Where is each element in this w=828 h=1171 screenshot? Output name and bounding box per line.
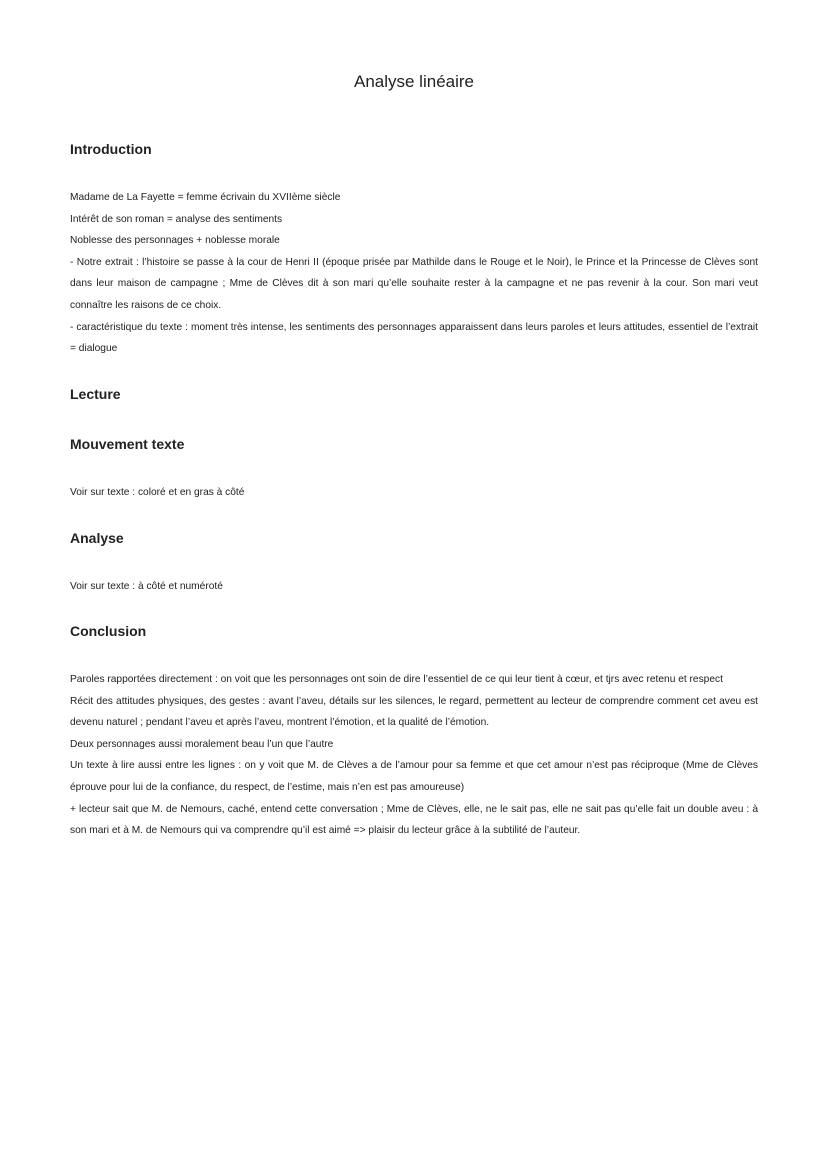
heading-lecture: Lecture — [70, 386, 121, 402]
analyse-line: Voir sur texte : à côté et numéroté — [70, 581, 223, 592]
conclusion-line: + lecteur sait que M. de Nemours, caché, entend cette conversation ; Mme de Clèves, elle, ne le sait pas, elle ne sait pas qu’elle fait un double aveu : à son mari et à M. de Nemours qui va comprendre qu’il est aimé => plaisir du lecteur grâce à la subtilité de l’auteur. — [70, 803, 758, 837]
heading-analyse: Analyse — [70, 530, 124, 546]
introduction-line: - caractéristique du texte : moment très intense, les sentiments des personnages apparaissent dans leurs paroles et leurs attitudes, essentiel de l’extrait = dialogue — [70, 321, 758, 355]
introduction-line: Madame de La Fayette = femme écrivain du XVIIème siècle — [70, 192, 341, 203]
introduction-line: Noblesse des personnages + noblesse morale — [70, 235, 280, 247]
conclusion-line: Paroles rapportées directement : on voit que les personnages ont soin de dire l’essentiel de ce qui leur tient à cœur, et tjrs avec retenu et respect — [70, 674, 723, 685]
mouvement-line: Voir sur texte : coloré et en gras à côté — [70, 487, 245, 498]
conclusion-line: Récit des attitudes physiques, des gestes : avant l’aveu, détails sur les silences, le regard, permettent au lecteur de comprendre comment cet aveu est devenu naturel ; pendant l’aveu et après l’aveu, montrent l’émotion, et la qualité de l’émotion. — [70, 695, 758, 729]
conclusion-line: Deux personnages aussi moralement beau l’un que l’autre — [70, 738, 334, 750]
introduction-line: - Notre extrait : l’histoire se passe à la cour de Henri II (époque prisée par Mathilde dans le Rouge et le Noir), le Prince et la Princesse de Clèves sont dans leur maison de campagne ; Mme de Clèves dit à son mari qu’elle souhaite rester à la campagne et ne pas revenir à la cour. Son mari veut connaître les raisons de ce choix. — [70, 256, 758, 311]
conclusion-body — [70, 669, 758, 842]
page-title: Analyse linéaire — [353, 72, 474, 91]
mouvement-body — [70, 482, 758, 504]
heading-mouvement-texte: Mouvement texte — [70, 436, 185, 452]
heading-conclusion: Conclusion — [70, 623, 147, 639]
conclusion-line: Un texte à lire aussi entre les lignes : on y voit que M. de Clèves a de l’amour pour sa femme et que cet amour n’est pas réciproque (Mme de Clèves éprouve pour lui de la confiance, du respect, de l’estime, mais n’en est pas amoureuse) — [70, 760, 758, 793]
analyse-body — [70, 576, 758, 598]
introduction-line: Intérêt de son roman = analyse des sentiments — [70, 213, 283, 225]
heading-introduction: Introduction — [70, 141, 152, 157]
introduction-body — [70, 187, 758, 360]
